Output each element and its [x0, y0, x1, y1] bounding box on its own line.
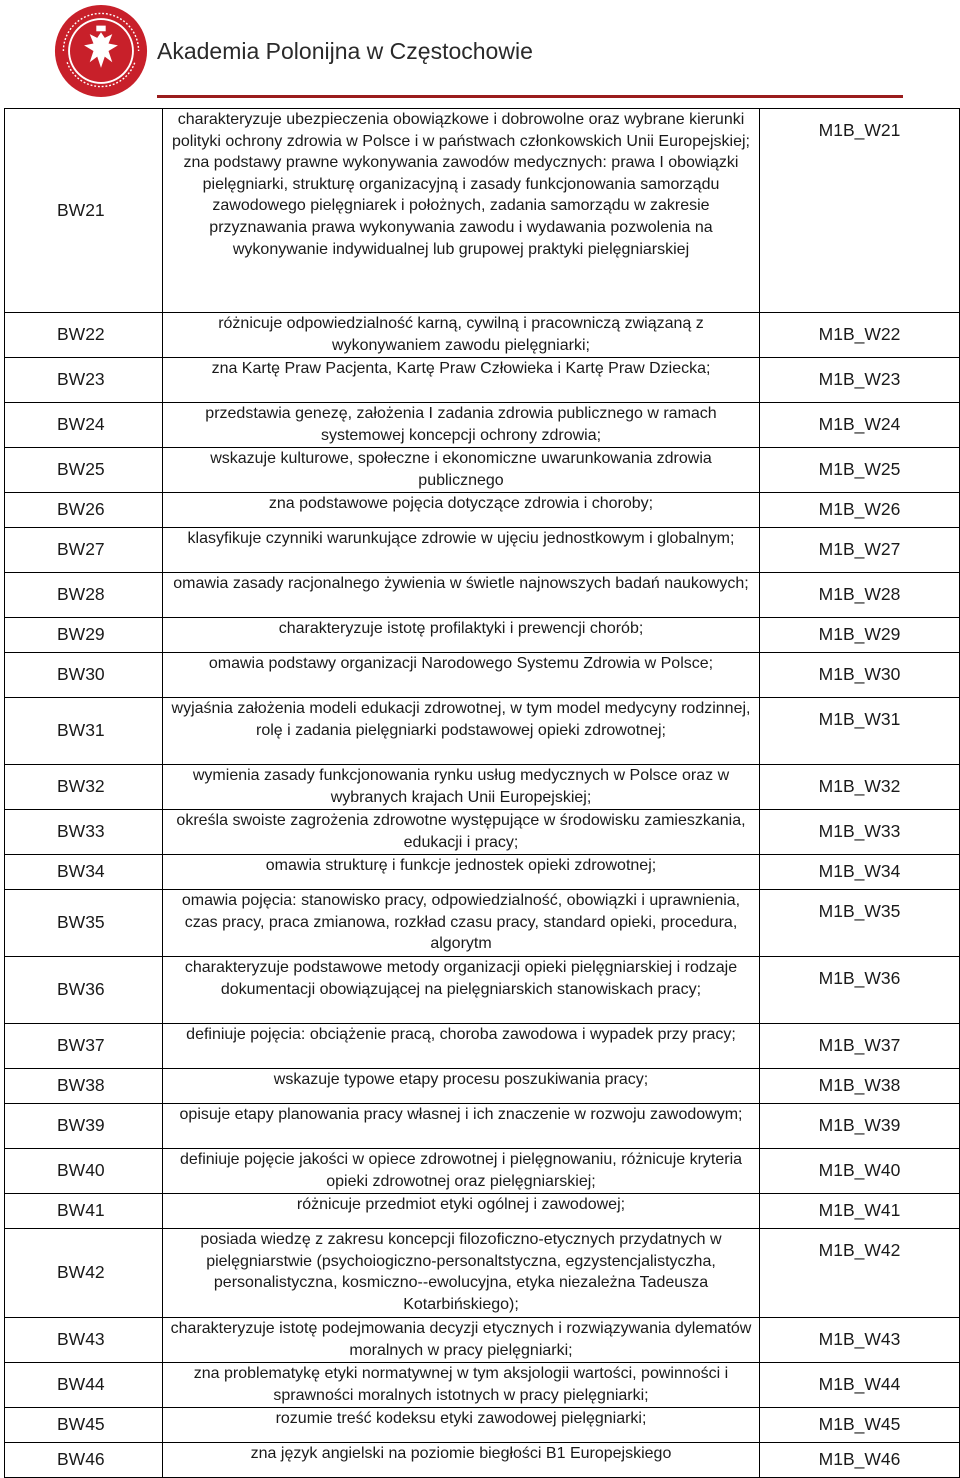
module-outcome-ref: M1B_W45 [818, 1414, 901, 1435]
outcome-description: wskazuje typowe etapy procesu poszukiwania pracy; [273, 1071, 649, 1088]
module-outcome-ref: M1B_W30 [818, 664, 901, 685]
module-outcome-ref-cell [760, 1229, 960, 1318]
module-outcome-ref-cell [760, 957, 960, 1024]
outcome-description-cell [163, 765, 760, 810]
module-outcome-ref-cell [760, 1318, 960, 1363]
module-outcome-ref-cell [760, 1024, 960, 1069]
module-outcome-ref: M1B_W40 [818, 1160, 901, 1181]
outcome-description-cell [163, 448, 760, 493]
module-outcome-ref-cell [760, 618, 960, 653]
outcome-code-cell [5, 1408, 163, 1443]
module-outcome-ref-cell [760, 313, 960, 358]
outcome-code-cell [5, 890, 163, 957]
module-outcome-ref-cell [760, 1408, 960, 1443]
table-row [5, 698, 960, 765]
outcome-description: omawia podstawy organizacji Narodowego Systemu Zdrowia w Polsce; [208, 655, 714, 672]
module-outcome-ref: M1B_W32 [818, 776, 901, 797]
table-row [5, 890, 960, 957]
outcome-description-cell [163, 855, 760, 890]
outcome-code: BW35 [57, 912, 105, 933]
outcome-description-cell [163, 1318, 760, 1363]
outcome-code-cell [5, 698, 163, 765]
outcome-code-cell [5, 493, 163, 528]
outcome-code: BW43 [57, 1329, 105, 1350]
module-outcome-ref-cell [760, 855, 960, 890]
module-outcome-ref: M1B_W24 [818, 414, 901, 435]
outcome-description-cell [163, 573, 760, 618]
module-outcome-ref: M1B_W26 [818, 499, 901, 520]
table-row [5, 765, 960, 810]
outcome-description: różnicuje przedmiot etyki ogólnej i zawodowej; [296, 1196, 626, 1213]
module-outcome-ref: M1B_W39 [818, 1115, 901, 1136]
outcome-code: BW45 [57, 1414, 105, 1435]
outcome-code: BW27 [57, 539, 105, 560]
module-outcome-ref-cell [760, 1069, 960, 1104]
module-outcome-ref: M1B_W43 [818, 1329, 901, 1350]
outcome-code-cell [5, 358, 163, 403]
outcome-description: zna podstawowe pojęcia dotyczące zdrowia i choroby; [268, 495, 654, 512]
outcome-description: określa swoiste zagrożenia zdrowotne występujące w środowisku zamieszkania, edukacji i pracy; [176, 812, 746, 851]
outcome-code-cell [5, 528, 163, 573]
outcome-description: opisuje etapy planowania pracy własnej i ich znaczenie w rozwoju zawodowym; [179, 1106, 743, 1123]
header-divider [157, 95, 903, 98]
outcome-code: BW37 [57, 1035, 105, 1056]
learning-outcomes-table [4, 108, 960, 1478]
outcome-description: omawia zasady racjonalnego żywienia w świetle najnowszych badań naukowych; [173, 575, 749, 592]
table-row [5, 109, 960, 313]
table-row [5, 1149, 960, 1194]
module-outcome-ref: M1B_W44 [818, 1374, 901, 1395]
outcome-description-cell [163, 109, 760, 313]
outcome-code-cell [5, 109, 163, 313]
institution-name: Akademia Polonijna w Częstochowie [157, 38, 533, 64]
outcome-code: BW46 [57, 1449, 105, 1470]
outcome-description: omawia pojęcia: stanowisko pracy, odpowiedzialność, obowiązki i uprawnienia, czas pracy, praca zmianowa, rozkład czasu pracy, standard opieki, procedura, algorytm [181, 892, 741, 953]
module-outcome-ref-cell [760, 573, 960, 618]
outcome-description-cell [163, 890, 760, 957]
outcome-description: rozumie treść kodeksu etyki zawodowej pielęgniarki; [275, 1410, 647, 1427]
outcome-description: definiuje pojęcia: obciążenie pracą, choroba zawodowa i wypadek przy pracy; [186, 1026, 736, 1043]
table-row [5, 493, 960, 528]
outcome-description-cell [163, 313, 760, 358]
outcome-description: definiuje pojęcie jakości w opiece zdrowotnej i pielęgnowaniu, różnicuje kryteria opieki zdrowotnej oraz pielęgniarskiej; [179, 1151, 743, 1190]
outcome-code-cell [5, 573, 163, 618]
outcome-code: BW22 [57, 324, 105, 345]
outcome-code: BW23 [57, 369, 105, 390]
outcome-code: BW39 [57, 1115, 105, 1136]
module-outcome-ref-cell [760, 358, 960, 403]
module-outcome-ref-cell [760, 765, 960, 810]
module-outcome-ref: M1B_W31 [818, 709, 901, 730]
outcome-description: charakteryzuje podstawowe metody organizacji opieki pielęgniarskiej i rodzaje dokumentacji obowiązującej na pielęgniarskich stanowiskach pracy; [184, 959, 738, 998]
outcome-code-cell [5, 1363, 163, 1408]
module-outcome-ref-cell [760, 1149, 960, 1194]
outcome-code: BW28 [57, 584, 105, 605]
table-row [5, 1363, 960, 1408]
outcome-description-cell [163, 528, 760, 573]
outcome-code-cell [5, 1104, 163, 1149]
module-outcome-ref-cell [760, 698, 960, 765]
outcome-description-cell [163, 618, 760, 653]
module-outcome-ref: M1B_W41 [818, 1200, 901, 1221]
module-outcome-ref-cell [760, 528, 960, 573]
table-row [5, 855, 960, 890]
outcome-code: BW38 [57, 1075, 105, 1096]
outcome-description: klasyfikuje czynniki warunkujące zdrowie w ujęciu jednostkowym i globalnym; [187, 530, 735, 547]
outcome-description: posiada wiedzę z zakresu koncepcji filozoficzno-etycznych przydatnych w pielęgniarstwie (psychoiogiczno-personaltstyczna, egzystencjalistyczha, personalistyczna, kosmiczno--ewolucyjna, etyka niezależna Tadeusza Kotarbińskiego); [200, 1231, 722, 1313]
outcome-description: różnicuje odpowiedzialność karną, cywilną i pracowniczą związaną z wykonywaniem zawodu pielęgniarki; [218, 315, 704, 354]
module-outcome-ref-cell [760, 1194, 960, 1229]
outcome-code-cell [5, 403, 163, 448]
module-outcome-ref: M1B_W37 [818, 1035, 901, 1056]
outcome-description-cell [163, 1104, 760, 1149]
module-outcome-ref: M1B_W27 [818, 539, 901, 560]
table-row [5, 810, 960, 855]
outcome-description: przedstawia genezę, założenia I zadania zdrowia publicznego w ramach systemowej koncepcji ochrony zdrowia; [205, 405, 717, 444]
table-row [5, 1194, 960, 1229]
outcome-code-cell [5, 855, 163, 890]
outcome-code: BW36 [57, 979, 105, 1000]
module-outcome-ref: M1B_W28 [818, 584, 901, 605]
module-outcome-ref: M1B_W21 [818, 120, 901, 141]
module-outcome-ref: M1B_W23 [818, 369, 901, 390]
outcome-description: zna Kartę Praw Pacjenta, Kartę Praw Człowieka i Kartę Praw Dziecka; [211, 360, 711, 377]
table-row [5, 1024, 960, 1069]
outcome-code: BW29 [57, 624, 105, 645]
module-outcome-ref-cell [760, 1363, 960, 1408]
outcome-description: charakteryzuje istotę podejmowania decyzji etycznych i rozwiązywania dylematów moralnych w pracy pielęgniarki; [170, 1320, 752, 1359]
outcome-description: zna język angielski na poziomie biegłości B1 Europejskiego [250, 1445, 672, 1462]
outcome-description-cell [163, 493, 760, 528]
outcome-code-cell [5, 810, 163, 855]
table-row [5, 1229, 960, 1318]
table-row [5, 1069, 960, 1104]
module-outcome-ref-cell [760, 810, 960, 855]
module-outcome-ref: M1B_W25 [818, 459, 901, 480]
outcome-description-cell [163, 1363, 760, 1408]
outcome-description-cell [163, 653, 760, 698]
table-row [5, 573, 960, 618]
module-outcome-ref: M1B_W29 [818, 624, 901, 645]
outcome-code: BW26 [57, 499, 105, 520]
outcome-description: zna problematykę etyki normatywnej w tym aksjologii wartości, powinności i sprawności moralnych istotnych w pracy pielęgniarki; [193, 1365, 729, 1404]
outcome-code: BW24 [57, 414, 105, 435]
outcome-code-cell [5, 765, 163, 810]
outcome-code: BW44 [57, 1374, 105, 1395]
outcome-description-cell [163, 1194, 760, 1229]
outcome-code-cell [5, 1318, 163, 1363]
outcome-code-cell [5, 1069, 163, 1104]
outcome-code: BW32 [57, 776, 105, 797]
module-outcome-ref: M1B_W22 [818, 324, 901, 345]
module-outcome-ref-cell [760, 403, 960, 448]
outcome-code: BW41 [57, 1200, 105, 1221]
table-row [5, 358, 960, 403]
outcome-description: wymienia zasady funkcjonowania rynku usług medycznych w Polsce oraz w wybranych krajach Unii Europejskiej; [192, 767, 730, 806]
outcome-code-cell [5, 1149, 163, 1194]
table-row [5, 618, 960, 653]
outcome-code-cell [5, 618, 163, 653]
outcome-description: omawia strukturę i funkcje jednostek opieki zdrowotnej; [265, 857, 657, 874]
outcome-description: wyjaśnia założenia modeli edukacji zdrowotnej, w tym model medycyny rodzinnej, rolę i zadania pielęgniarki podstawowej opieki zdrowotnej; [171, 700, 751, 739]
outcome-description-cell [163, 698, 760, 765]
page-header [0, 0, 960, 108]
outcome-code-cell [5, 1194, 163, 1229]
module-outcome-ref-cell [760, 493, 960, 528]
outcome-description-cell [163, 810, 760, 855]
module-outcome-ref: M1B_W46 [818, 1449, 901, 1470]
outcome-description-cell [163, 1069, 760, 1104]
outcome-code-cell [5, 313, 163, 358]
outcome-description: charakteryzuje ubezpieczenia obowiązkowe i dobrowolne oraz wybrane kierunki polityki ochrony zdrowia w Polsce i w państwach członkowskich Unii Europejskiej; zna podstawy prawne wykonywania zawodów medycznych: prawa I obowiązki pielęgniarki, strukturę organizacyjną i zasady funkcjonowania samorządu zawodowego pielęgniarek i położnych, zadania samorządu w zakresie przyznawania prawa wykonywania zawodu i wydawania pozwolenia na wykonywanie indywidualnej lub grupowej praktyki pielęgniarskiej [171, 111, 750, 258]
module-outcome-ref: M1B_W35 [818, 901, 901, 922]
table-row [5, 653, 960, 698]
outcome-description-cell [163, 957, 760, 1024]
table-row [5, 1318, 960, 1363]
outcome-code-cell [5, 1024, 163, 1069]
table-row [5, 1408, 960, 1443]
outcome-description-cell [163, 1149, 760, 1194]
module-outcome-ref-cell [760, 109, 960, 313]
outcome-description-cell [163, 1408, 760, 1443]
outcome-code: BW33 [57, 821, 105, 842]
outcome-description-cell [163, 1024, 760, 1069]
table-row [5, 1104, 960, 1149]
outcome-description-cell [163, 358, 760, 403]
table-row [5, 957, 960, 1024]
outcome-code: BW25 [57, 459, 105, 480]
outcome-description: charakteryzuje istotę profilaktyki i prewencji chorób; [278, 620, 644, 637]
module-outcome-ref-cell [760, 653, 960, 698]
outcome-code: BW42 [57, 1262, 105, 1283]
table-row [5, 313, 960, 358]
outcome-code: BW30 [57, 664, 105, 685]
module-outcome-ref-cell [760, 890, 960, 957]
outcome-code-cell [5, 957, 163, 1024]
table-row [5, 448, 960, 493]
table-row [5, 403, 960, 448]
outcome-code-cell [5, 448, 163, 493]
module-outcome-ref: M1B_W34 [818, 861, 901, 882]
outcome-code: BW34 [57, 861, 105, 882]
outcome-description-cell [163, 1229, 760, 1318]
outcome-code: BW40 [57, 1160, 105, 1181]
outcome-description-cell [163, 403, 760, 448]
module-outcome-ref: M1B_W36 [818, 968, 901, 989]
table-row [5, 528, 960, 573]
module-outcome-ref: M1B_W42 [818, 1240, 901, 1261]
outcome-description: wskazuje kulturowe, społeczne i ekonomiczne uwarunkowania zdrowia publicznego [210, 450, 712, 489]
module-outcome-ref: M1B_W38 [818, 1075, 901, 1096]
outcome-code: BW21 [57, 199, 105, 220]
outcome-code-cell [5, 1229, 163, 1318]
university-seal-logo [54, 4, 148, 98]
outcome-code-cell [5, 653, 163, 698]
module-outcome-ref-cell [760, 1104, 960, 1149]
module-outcome-ref: M1B_W33 [818, 821, 901, 842]
module-outcome-ref-cell [760, 448, 960, 493]
outcome-code: BW31 [57, 720, 105, 741]
